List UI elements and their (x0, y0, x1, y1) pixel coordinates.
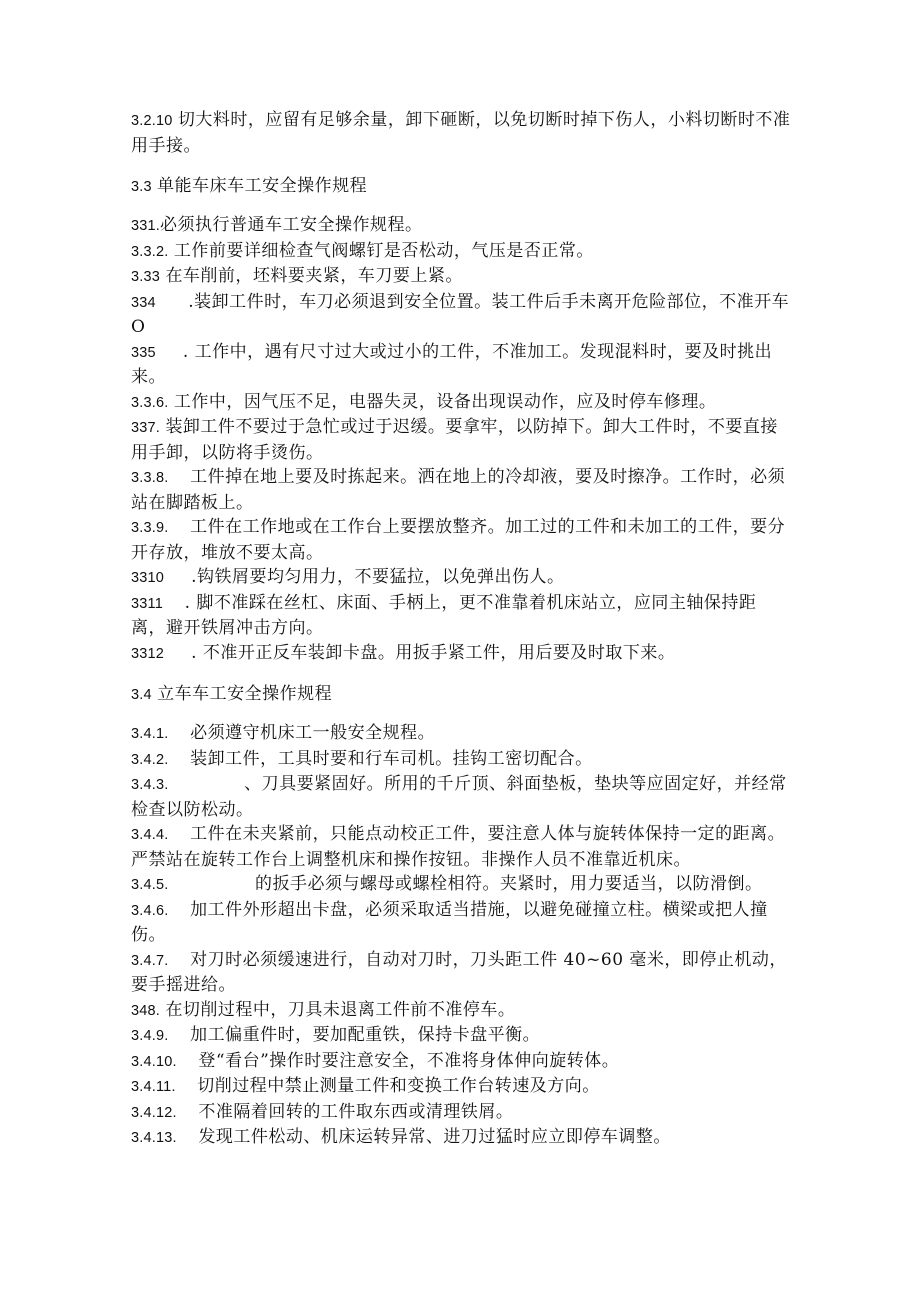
clause-paragraph (131, 1074, 791, 1100)
clause-spacer (177, 1102, 199, 1122)
clause-text: 工件掉在地上要及时拣起来。洒在地上的冷却液，要及时擦净。工作时，必须站在脚踏板上。 (131, 467, 786, 513)
clause-paragraph (131, 264, 791, 290)
clause-paragraph (131, 390, 791, 416)
clause-text: 必须执行普通车工安全操作规程。 (160, 215, 423, 235)
clause-number: 3.3.6. (131, 394, 169, 411)
clause-number: 331. (131, 218, 161, 234)
clause-paragraph (131, 641, 791, 667)
clause-text: 工作前要详细检查气阀螺钉是否松动，气压是否正常。 (173, 240, 594, 261)
clause-paragraph (131, 948, 791, 998)
clause-spacer (168, 749, 190, 769)
clause-number: 335 (131, 344, 156, 361)
clause-number: 3.4.13. (131, 1130, 177, 1146)
clause-spacer (164, 643, 191, 663)
clause-paragraph (131, 772, 791, 822)
document-body (131, 108, 791, 1151)
clause-number: 3.4.6. (131, 902, 169, 919)
section-heading (131, 173, 791, 200)
clause-text: 不准隔着回转的工件取东西或清理铁屑。 (198, 1101, 514, 1122)
clause-paragraph (131, 898, 791, 948)
clause-number: 3.4.5. (131, 877, 169, 893)
clause-text: 发现工件松动、机床运转异常、进刀过猛时应立即停车调整。 (198, 1127, 671, 1147)
clause-number: 3.3 (131, 179, 152, 195)
clause-text: . 工作中，遇有尺寸过大或过小的工件，不准加工。发现混料时，要及时挑出来。 (131, 341, 773, 387)
clause-spacer (168, 774, 244, 794)
clause-text: 的扳手必须与螺母或螺栓相符。夹紧时，用力要适当，以防滑倒。 (254, 874, 763, 894)
clause-text: 工作中，因气压不足，电器失灵，设备出现误动作，应及时停车修理。 (173, 391, 717, 412)
clause-text: 切削过程中禁止测量工件和变换工作台转速及方向。 (197, 1076, 600, 1096)
clause-text: 必须遵守机床工一般安全规程。 (190, 723, 436, 743)
clause-paragraph (131, 213, 791, 239)
clause-paragraph (131, 415, 791, 465)
clause-text: .装卸工件时，车刀必须退到安全位置。装工件后手未离开危险部位，不准开车 O (131, 291, 790, 337)
clause-spacer (164, 567, 191, 587)
clause-number: 3.4.12. (131, 1104, 177, 1121)
clause-spacer (168, 824, 190, 844)
clause-number: 3.4.7. (131, 952, 169, 969)
clause-paragraph (131, 340, 791, 390)
clause-text: 装卸工件，工具时要和行车司机。挂钩工密切配合。 (190, 748, 593, 769)
clause-text: . 不准开正反车装卸卡盘。用扳手紧工件，用后要及时取下来。 (191, 642, 676, 663)
clause-text: 装卸工件不要过于急忙或过于迟缓。要拿牢，以防掉下。卸大工件时，不要直接用手卸，以防将手烫伤。 (131, 417, 778, 463)
heading-text: 立车车工安全操作规程 (157, 684, 333, 704)
clause-number: 3.3.2. (131, 243, 169, 260)
clause-number: 3.4.1. (131, 726, 169, 742)
clause-spacer (168, 874, 254, 894)
clause-paragraph (131, 515, 791, 565)
clause-paragraph (131, 747, 791, 773)
clause-text: 对刀时必须缓速进行，自动对刀时，刀头距工件 40~60 毫米，即停止机动，要手摇进给。 (131, 949, 787, 995)
clause-paragraph (131, 822, 791, 872)
clause-spacer (177, 1127, 199, 1147)
clause-number: 3311 (131, 595, 163, 612)
clause-spacer (168, 1025, 190, 1045)
clause-paragraph (131, 565, 791, 591)
clause-paragraph (131, 872, 791, 898)
clause-text: .钩铁屑要均匀用力，不要猛拉，以免弹出伤人。 (191, 567, 565, 587)
clause-paragraph (131, 721, 791, 747)
clause-number: 3.4 (131, 687, 152, 703)
clause-spacer (168, 950, 190, 970)
clause-spacer (163, 593, 185, 613)
clause-spacer (168, 723, 190, 743)
clause-number: 3.4.4. (131, 827, 169, 843)
clause-spacer (156, 292, 188, 312)
clause-number: 3312 (131, 645, 165, 662)
clause-text: 加工件外形超出卡盘，必须采取适当措施，以避免碰撞立柱。横梁或把人撞伤。 (131, 899, 768, 945)
clause-spacer (156, 342, 183, 362)
clause-number: 3.4.9. (131, 1028, 169, 1044)
clause-paragraph (131, 239, 791, 265)
clause-number: 3.4.11. (131, 1079, 176, 1095)
clause-paragraph (131, 998, 791, 1024)
clause-spacer (177, 1051, 199, 1071)
clause-paragraph (131, 591, 791, 641)
clause-spacer (176, 1076, 198, 1096)
clause-text: 切大料时，应留有足够余量，卸下砸断，以免切断时掉下伤人，小料切断时不准用手接。 (131, 110, 791, 156)
clause-text: 登“看台”操作时要注意安全，不准将身体伸向旋转体。 (198, 1050, 620, 1071)
clause-text: 在切削过程中，刀具未退离工件前不准停车。 (165, 999, 516, 1020)
clause-number: 334 (131, 294, 156, 311)
clause-number: 348. (131, 1002, 161, 1019)
clause-number: 3310 (131, 570, 165, 586)
clause-number: 3.3.8. (131, 470, 169, 486)
clause-spacer (168, 900, 190, 920)
clause-number: 3.3.9. (131, 520, 169, 536)
clause-paragraph (131, 1100, 791, 1126)
clause-text: 、刀具要紧固好。所用的千斤顶、斜面垫板，垫块等应固定好，并经常检查以防松动。 (131, 774, 787, 820)
clause-text: 工件在未夹紧前，只能点动校正工件，要注意人体与旋转体保持一定的距离。严禁站在旋转工作台上调整机床和操作按钮。非操作人员不准靠近机床。 (131, 824, 786, 870)
clause-spacer (168, 517, 190, 537)
clause-number: 337. (131, 420, 161, 436)
clause-paragraph (131, 1049, 791, 1075)
clause-spacer (168, 467, 190, 487)
clause-text: . 脚不准踩在丝杠、床面、手柄上，更不准靠着机床站立，应同主轴保持距离，避开铁屑冲击方向。 (131, 592, 757, 638)
clause-text: 加工偏重件时，要加配重铁，保持卡盘平衡。 (190, 1025, 541, 1045)
clause-number: 3.4.10. (131, 1053, 177, 1070)
clause-paragraph (131, 290, 791, 340)
section-heading (131, 681, 791, 708)
clause-paragraph (131, 465, 791, 515)
clause-paragraph (131, 108, 791, 158)
clause-number: 3.4.3. (131, 777, 169, 793)
clause-number: 3.4.2. (131, 751, 169, 768)
clause-paragraph (131, 1023, 791, 1049)
clause-text: 在车削前，坯料要夹紧，车刀要上紧。 (165, 266, 463, 286)
clause-text: 工件在工作地或在工作台上要摆放整齐。加工过的工件和未加工的工件，要分开存放，堆放不要太高。 (131, 517, 786, 563)
clause-number: 3.33 (131, 269, 161, 285)
clause-paragraph (131, 1125, 791, 1151)
heading-text: 单能车床车工安全操作规程 (157, 176, 368, 196)
clause-number: 3.2.10 (131, 113, 173, 129)
